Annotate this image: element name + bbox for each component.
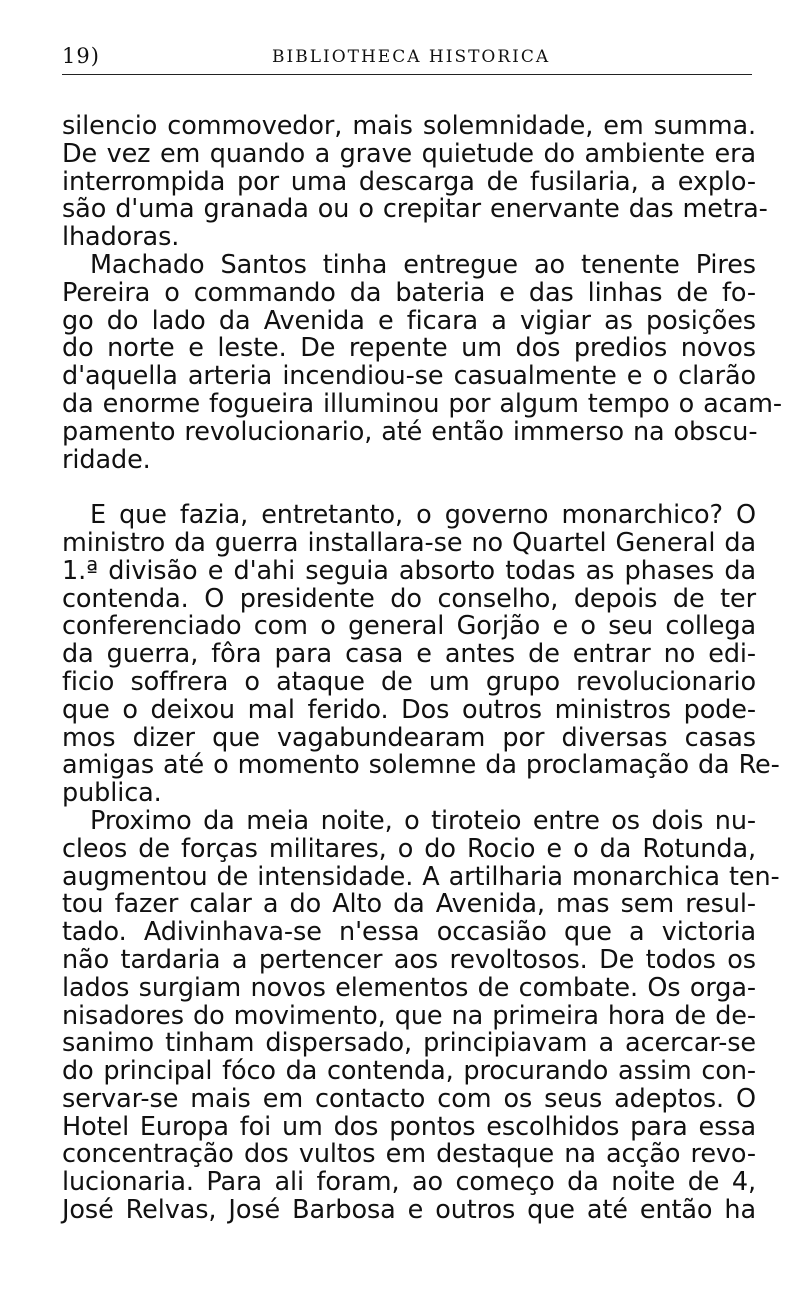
text-line: E que fazia, entretanto, o governo monarchico? O bbox=[90, 500, 756, 531]
text-line: Pereira o commando da bateria e das linhas de fo- bbox=[62, 277, 756, 308]
text-line: não tardaria a pertencer aos revoltosos. De todos os bbox=[62, 944, 756, 975]
paragraph bbox=[62, 805, 780, 1226]
text-line: são d'uma granada ou o crepitar enervante das metra- bbox=[62, 194, 768, 225]
text-line: ficio soffrera o ataque de um grupo revolucionario bbox=[62, 666, 756, 697]
text-line: ridade. bbox=[62, 444, 151, 475]
text-line: servar-se mais em contacto com os seus adeptos. O bbox=[62, 1083, 756, 1114]
text-line: nisadores do movimento, que na primeira hora de de- bbox=[62, 1000, 756, 1031]
paragraph bbox=[62, 111, 768, 253]
text-line: tado. Adivinhava-se n'essa occasião que a victoria bbox=[62, 917, 756, 948]
text-line: contenda. O presidente do conselho, depois de ter bbox=[62, 583, 756, 614]
text-line: interrompida por uma descarga de fusilaria, a explo- bbox=[62, 166, 756, 197]
text-line: concentração dos vultos em destaque na acção revo- bbox=[62, 1139, 756, 1170]
text-line: conferenciado com o general Gorjão e o seu collega bbox=[62, 611, 756, 642]
text-line: do principal fóco da contenda, procurando assim con- bbox=[62, 1056, 756, 1087]
body-text bbox=[62, 111, 782, 1226]
text-line: ministro da guerra installara-se no Quartel General da bbox=[62, 527, 756, 558]
text-line: mos dizer que vagabundearam por diversas casas bbox=[62, 722, 756, 753]
text-line: lados surgiam novos elementos de combate. Os orga- bbox=[62, 972, 756, 1003]
page-header bbox=[62, 44, 752, 74]
text-line: lhadoras. bbox=[62, 222, 180, 253]
text-line: do norte e leste. De repente um dos predios novos bbox=[62, 333, 756, 364]
text-line: que o deixou mal ferido. Dos outros ministros pode- bbox=[62, 694, 756, 725]
paragraph bbox=[62, 249, 782, 475]
paragraph-gap bbox=[62, 474, 756, 502]
text-line: lucionaria. Para ali foram, ao começo da noite de 4, bbox=[62, 1167, 756, 1198]
text-line: cleos de forças militares, o do Rocio e o da Rotunda, bbox=[62, 833, 756, 864]
text-line: De vez em quando a grave quietude do ambiente era bbox=[62, 138, 756, 169]
text-line: silencio commovedor, mais solemnidade, em summa. bbox=[62, 111, 756, 141]
text-line: da enorme fogueira illuminou por algum tempo o acam- bbox=[62, 388, 782, 419]
paragraph bbox=[62, 500, 780, 809]
text-line: Machado Santos tinha entregue ao tenente Pires bbox=[90, 249, 756, 280]
text-line: sanimo tinham dispersado, principiavam a acercar-se bbox=[62, 1028, 756, 1059]
text-line: Hotel Europa foi um dos pontos escolhidos para essa bbox=[62, 1111, 756, 1142]
text-line: Proximo da meia noite, o tiroteio entre os dois nu- bbox=[90, 805, 756, 836]
text-line: pamento revolucionario, até então immerso na obscu- bbox=[62, 416, 758, 447]
text-line: da guerra, fôra para casa e antes de entrar no edi- bbox=[62, 639, 756, 670]
text-line: José Relvas, José Barbosa e outros que até então ha bbox=[62, 1195, 756, 1226]
running-title: BIBLIOTHECA HISTORICA bbox=[272, 47, 551, 67]
text-line: 1.ª divisão e d'ahi seguia absorto todas as phases da bbox=[62, 555, 756, 586]
text-line: amigas até o momento solemne da proclamação da Re- bbox=[62, 750, 780, 781]
text-line: go do lado da Avenida e ficara a vigiar as posições bbox=[62, 305, 756, 336]
text-line: tou fazer calar a do Alto da Avenida, mas sem resul- bbox=[62, 889, 756, 920]
page-number: 19) bbox=[62, 44, 100, 68]
text-line: augmentou de intensidade. A artilharia monarchica ten- bbox=[62, 861, 780, 892]
header-rule bbox=[62, 74, 752, 75]
text-line: d'aquella arteria incendiou-se casualmente e o clarão bbox=[62, 361, 756, 392]
text-line: publica. bbox=[62, 778, 162, 809]
